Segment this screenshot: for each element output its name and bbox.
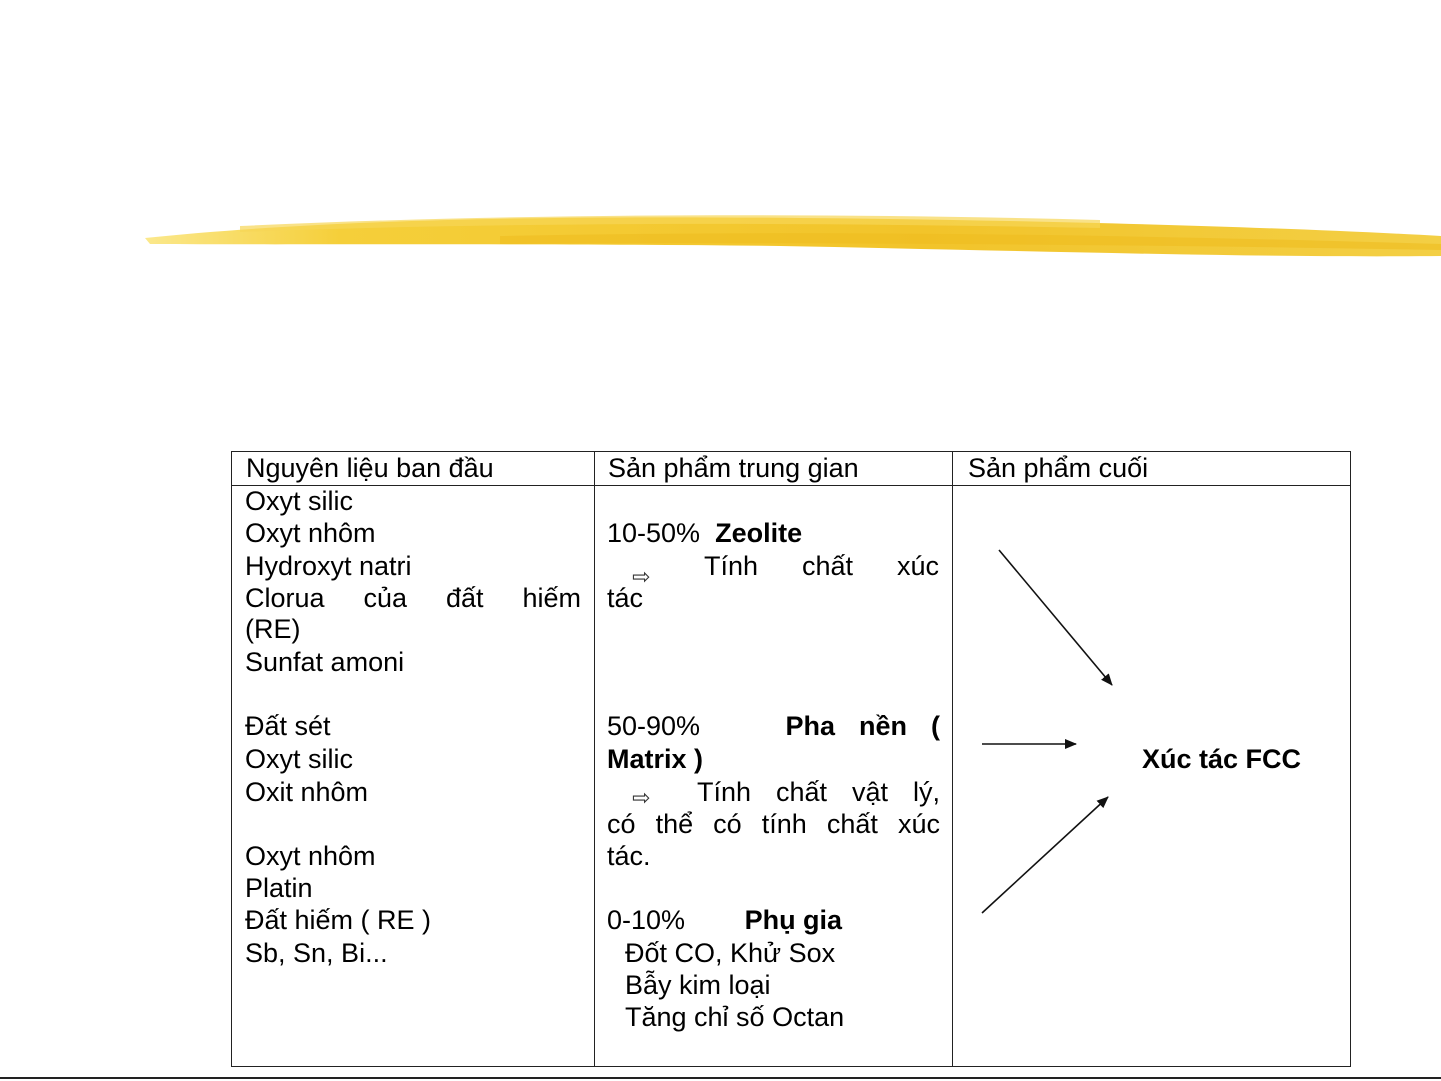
raw-material: Đất hiếm ( RE )	[245, 905, 432, 935]
additive-item: Bẫy kim loại	[625, 970, 771, 1000]
right-outline-arrow-icon: ⇨	[632, 564, 651, 589]
arrow-from-zeolite	[999, 550, 1112, 685]
raw-material: Oxyt nhôm	[245, 518, 376, 548]
header-intermediate-products: Sản phẩm trung gian	[608, 453, 859, 483]
additive-item: Tăng chỉ số Octan	[625, 1002, 845, 1032]
raw-material: Đất sét	[245, 711, 331, 741]
zeolite-property-tail: tác	[607, 583, 644, 613]
zeolite-property: Tính chất xúc	[704, 551, 939, 581]
raw-material: Oxyt nhôm	[245, 841, 376, 871]
raw-material: (RE)	[245, 614, 301, 644]
final-product-label: Xúc tác FCC	[1142, 744, 1302, 774]
raw-material-clorua: Clorua của đất hiếm	[245, 583, 581, 613]
raw-material: Platin	[245, 873, 313, 903]
arrow-from-additive	[982, 797, 1108, 913]
raw-material: Sb, Sn, Bi...	[245, 938, 388, 968]
additive-item: Đốt CO, Khử Sox	[625, 938, 836, 968]
bottom-rule	[0, 1077, 1441, 1079]
matrix-tail: Matrix )	[607, 744, 704, 774]
zeolite-line: 10-50% Zeolite	[607, 518, 803, 548]
additive-line: 0-10% Phụ gia	[607, 905, 843, 935]
raw-material: Sunfat amoni	[245, 647, 405, 677]
matrix-property-tail: tác.	[607, 841, 651, 871]
matrix-line: 50-90% Pha nền (	[607, 711, 940, 741]
raw-material: Hydroxyt natri	[245, 551, 412, 581]
header-raw-materials: Nguyên liệu ban đầu	[246, 453, 494, 483]
matrix-property: Tính chất vật lý,	[697, 777, 940, 807]
raw-material: Oxit nhôm	[245, 777, 369, 807]
raw-material: Oxyt silic	[245, 486, 353, 516]
matrix-property-line2: có thể có tính chất xúc	[607, 809, 940, 839]
right-outline-arrow-icon: ⇨	[632, 785, 651, 810]
raw-material: Oxyt silic	[245, 744, 353, 774]
header-final-product: Sản phẩm cuối	[968, 453, 1149, 483]
